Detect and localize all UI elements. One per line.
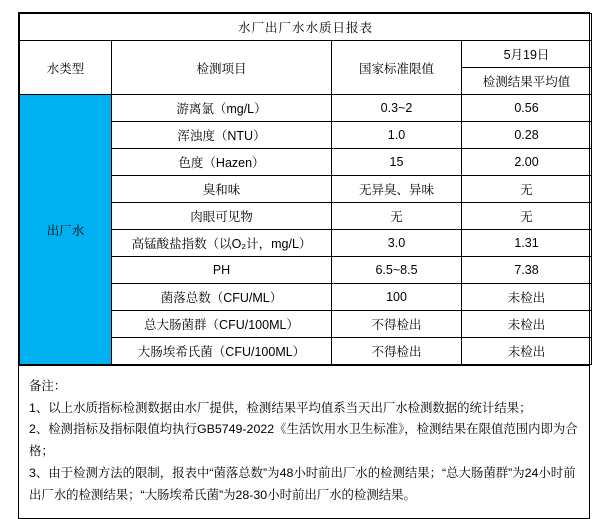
result-value: 0.56: [462, 95, 592, 122]
result-value: 未检出: [462, 311, 592, 338]
table-row: [20, 95, 592, 122]
result-value: 未检出: [462, 284, 592, 311]
notes-section: [19, 365, 589, 518]
header-national-limit: 国家标准限值: [332, 41, 462, 95]
header-test-item: 检测项目: [112, 41, 332, 95]
limit-value: 不得检出: [332, 311, 462, 338]
test-item: PH: [112, 257, 332, 284]
result-value: 未检出: [462, 338, 592, 365]
result-value: 无: [462, 176, 592, 203]
test-item: 色度（Hazen）: [112, 149, 332, 176]
note-line: 1、以上水质指标检测数据由水厂提供，检测结果平均值系当天出厂水检测数据的统计结果；: [29, 400, 532, 415]
test-item: 游离氯（mg/L）: [112, 95, 332, 122]
limit-value: 无: [332, 203, 462, 230]
test-item: 浑浊度（NTU）: [112, 122, 332, 149]
test-item: 臭和味: [112, 176, 332, 203]
test-item: 总大肠菌群（CFU/100ML）: [112, 311, 332, 338]
header-water-type: 水类型: [20, 41, 112, 95]
report-sheet: [18, 12, 590, 519]
test-item: 高锰酸盐指数（以O₂计，mg/L）: [112, 230, 332, 257]
result-value: 0.28: [462, 122, 592, 149]
test-item: 菌落总数（CFU/ML）: [112, 284, 332, 311]
notes-label: 备注：: [29, 379, 67, 393]
limit-value: 1.0: [332, 122, 462, 149]
limit-value: 3.0: [332, 230, 462, 257]
result-value: 无: [462, 203, 592, 230]
title-row: [20, 14, 592, 41]
test-item: 大肠埃希氏菌（CFU/100ML）: [112, 338, 332, 365]
note-line: 2、检测指标及指标限值均执行GB5749-2022《生活饮用水卫生标准》，检测结果在限值范围内即为合格；: [29, 422, 578, 459]
header-date: 5月19日: [462, 41, 592, 68]
note-line: 3、由于检测方法的限制，报表中“菌落总数”为48小时前出厂水的检测结果；“总大肠菌群”为24小时前出厂水的检测结果；“大肠埃希氏菌”为28-30小时前出厂水的检测结果。: [29, 465, 576, 502]
result-value: 7.38: [462, 257, 592, 284]
limit-value: 0.3~2: [332, 95, 462, 122]
limit-value: 6.5~8.5: [332, 257, 462, 284]
result-value: 1.31: [462, 230, 592, 257]
test-item: 肉眼可见物: [112, 203, 332, 230]
header-row-1: [20, 41, 592, 68]
header-result-average: 检测结果平均值: [462, 68, 592, 95]
limit-value: 不得检出: [332, 338, 462, 365]
limit-value: 无异臭、异味: [332, 176, 462, 203]
page-title: 水厂出厂水水质日报表: [20, 14, 592, 41]
result-value: 2.00: [462, 149, 592, 176]
limit-value: 100: [332, 284, 462, 311]
water-type-value: 出厂水: [20, 95, 112, 365]
water-quality-table: [19, 13, 592, 365]
limit-value: 15: [332, 149, 462, 176]
